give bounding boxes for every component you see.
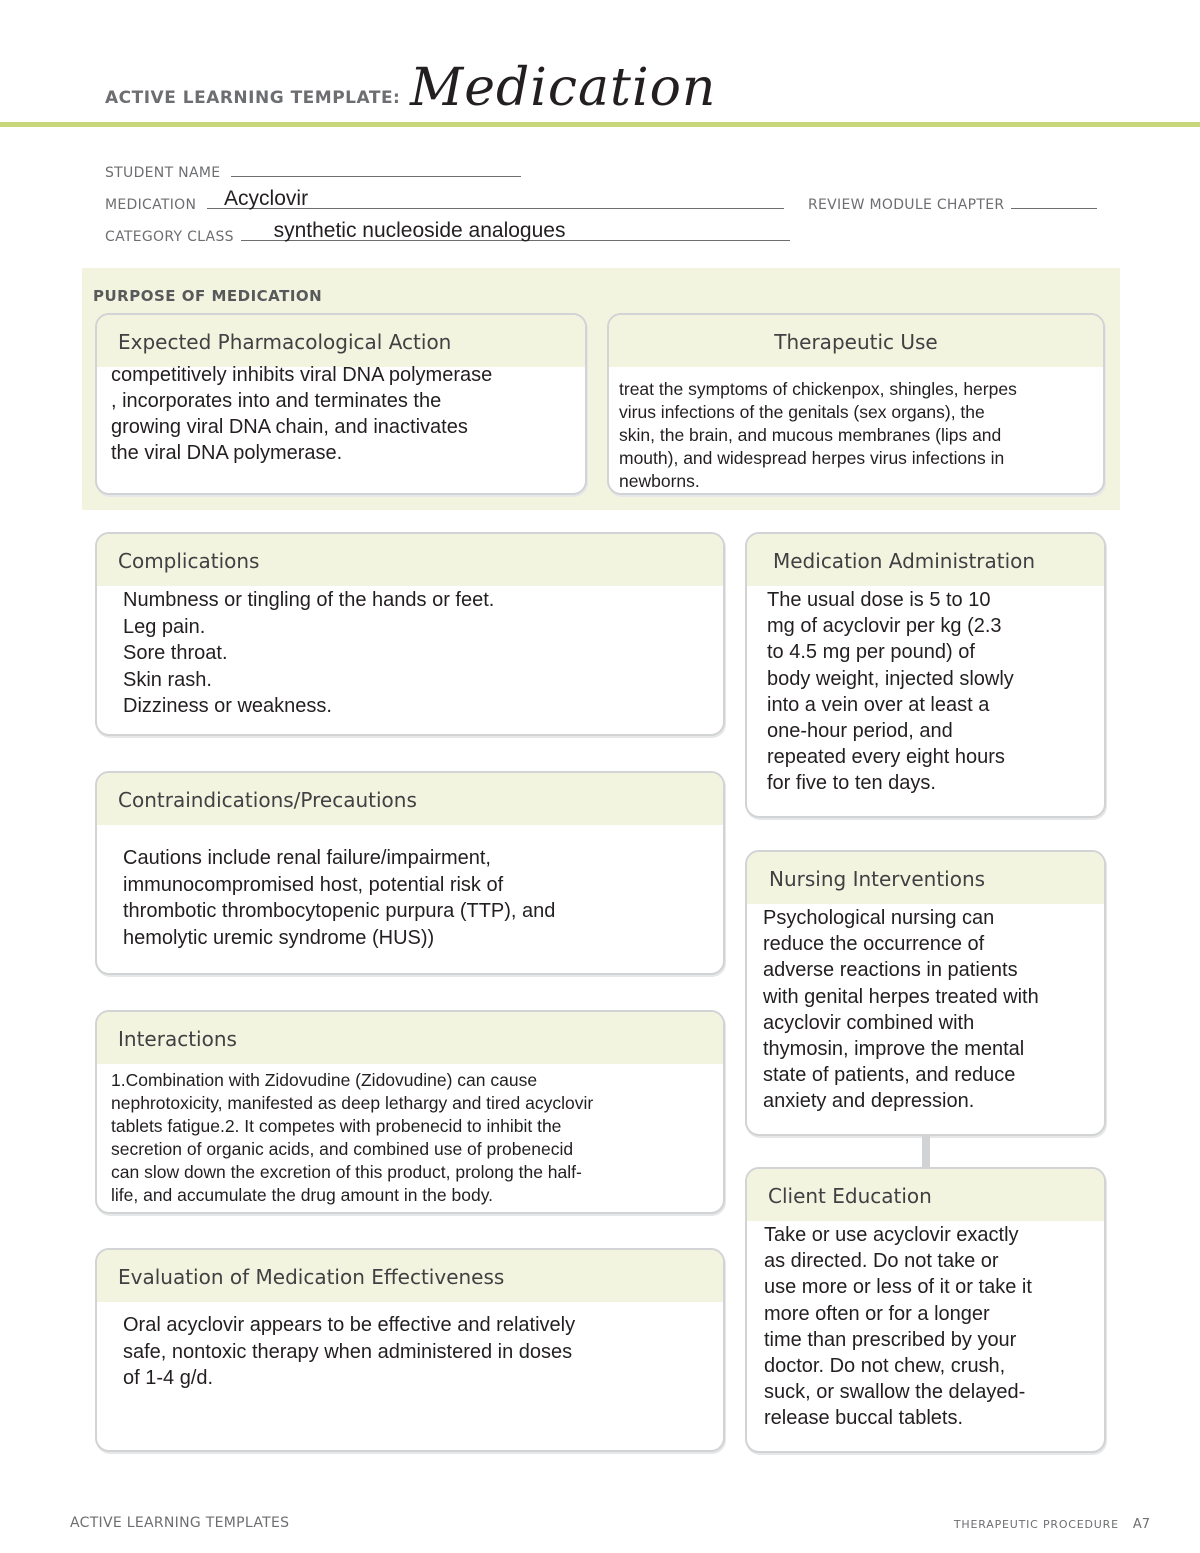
contraindications-heading: Contraindications/Precautions — [97, 773, 723, 825]
administration-text[interactable]: The usual dose is 5 to 10 mg of acyclovir per kg (2.3 to 4.5 mg per pound) of body weight, injected slowly into a vein over at least a one-hour period, and repeated every eight hours for five to ten days. — [767, 589, 1014, 795]
nursing-interventions-box — [745, 850, 1106, 1136]
student-name-label: STUDENT NAME — [105, 165, 221, 181]
interactions-box — [95, 1010, 725, 1214]
nursing-interventions-heading: Nursing Interventions — [747, 852, 1104, 904]
header-divider — [0, 122, 1200, 127]
expected-action-box — [95, 313, 587, 495]
medication-value: Acyclovir — [224, 187, 309, 210]
footer-section-label: THERAPEUTIC PROCEDURE — [953, 1518, 1119, 1531]
interactions-text[interactable]: 1.Combination with Zidovudine (Zidovudine) can cause nephrotoxicity, manifested as deep lethargy and tired acyclovir tablets fatigue.2. It competes with probenecid to inhibit the secretion of organic acids, and combined use of probenecid can slow down the excretion of this product, prolong the half- life, and accumulate the drug amount in the body. — [111, 1070, 594, 1205]
client-education-text[interactable]: Take or use acyclovir exactly as directed. Do not take or use more or less of it or take it more often or for a longer time than prescribed by your doctor. Do not chew, crush, suck, or swallow the delayed- release buccal tablets. — [764, 1224, 1032, 1430]
review-module-field[interactable] — [1011, 195, 1097, 209]
expected-action-heading: Expected Pharmacological Action — [97, 315, 585, 367]
client-education-box — [745, 1167, 1106, 1453]
page-number: A7 — [1132, 1517, 1150, 1532]
contraindications-box — [95, 771, 725, 975]
medication-field[interactable] — [207, 187, 784, 210]
administration-heading: Medication Administration — [747, 534, 1104, 586]
interactions-heading: Interactions — [97, 1012, 723, 1064]
nursing-interventions-text[interactable]: Psychological nursing can reduce the occurrence of adverse reactions in patients with genital herpes treated with acyclovir combined with thymosin, improve the mental state of patients, and reduce anxiety and depression. — [763, 907, 1039, 1113]
category-class-row — [105, 219, 790, 245]
evaluation-text[interactable]: Oral acyclovir appears to be effective and relatively safe, nontoxic therapy when administered in doses of 1-4 g/d. — [123, 1314, 576, 1389]
category-class-value: synthetic nucleoside analogues — [273, 219, 566, 242]
review-module-row — [808, 195, 1097, 213]
expected-action-text[interactable]: competitively inhibits viral DNA polymerase , incorporates into and terminates the growing viral DNA chain, and inactivates the viral DNA polymerase. — [111, 364, 493, 464]
therapeutic-use-heading: Therapeutic Use — [609, 315, 1103, 367]
footer-section — [954, 1517, 1150, 1532]
category-class-field[interactable] — [241, 219, 790, 242]
complications-heading: Complications — [97, 534, 723, 586]
therapeutic-use-box — [607, 313, 1105, 495]
template-title-prefix: ACTIVE LEARNING TEMPLATE: — [105, 88, 401, 108]
template-title-main: Medication — [410, 58, 717, 118]
medication-row — [105, 187, 784, 213]
complications-text[interactable]: Numbness or tingling of the hands or feet. Leg pain. Sore throat. Skin rash. Dizziness or weakness. — [123, 589, 495, 717]
student-name-field[interactable] — [231, 163, 521, 177]
student-name-row — [105, 163, 521, 181]
client-education-heading: Client Education — [747, 1169, 1104, 1221]
evaluation-heading: Evaluation of Medication Effectiveness — [97, 1250, 723, 1302]
contraindications-text[interactable]: Cautions include renal failure/impairment, immunocompromised host, potential risk of thrombotic thrombocytopenic purpura (TTP), and hemolytic uremic syndrome (HUS)) — [123, 847, 556, 949]
complications-box — [95, 532, 725, 736]
purpose-label: PURPOSE OF MEDICATION — [93, 287, 323, 305]
footer-title: ACTIVE LEARNING TEMPLATES — [70, 1515, 290, 1531]
medication-label: MEDICATION — [105, 197, 197, 213]
evaluation-box — [95, 1248, 725, 1452]
administration-box — [745, 532, 1106, 818]
review-module-label: REVIEW MODULE CHAPTER — [808, 197, 1005, 213]
section-connector — [922, 1135, 930, 1167]
category-class-label: CATEGORY CLASS — [105, 229, 234, 245]
therapeutic-use-text[interactable]: treat the symptoms of chickenpox, shingles, herpes virus infections of the genitals (sex organs), the skin, the brain, and mucous membranes (lips and mouth), and widespread herpes virus infections in newborns. — [619, 379, 1017, 491]
